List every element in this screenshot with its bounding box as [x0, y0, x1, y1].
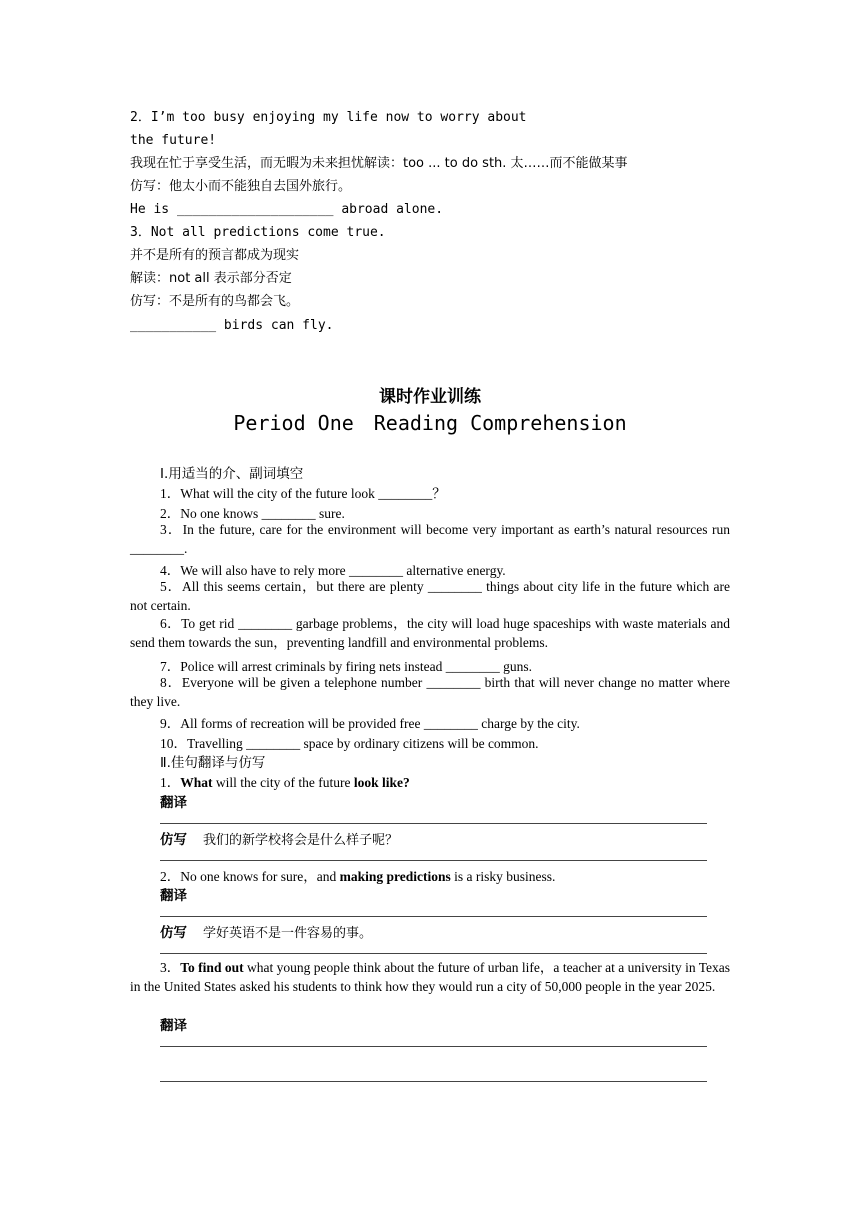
section-2-heading: Ⅱ.佳句翻译与仿写: [160, 755, 266, 771]
exercise-item-8: 8．Everyone will be given a telephone number ________ birth that will never change no matter where they live.: [130, 675, 730, 709]
imitate-label-2: 仿写: [160, 925, 187, 941]
sentence-2-imitate-prompt: 仿写：他太小而不能独自去国外旅行。: [130, 179, 352, 194]
translate-sentence-2: 2．No one knows for sure，and making predictions is a risky business.: [160, 869, 556, 884]
translate-label-3: 翻译: [160, 1018, 187, 1034]
imitate-label-1: 仿写: [160, 832, 187, 848]
exercise-item-9: 9．All forms of recreation will be provided free ________ charge by the city.: [160, 716, 580, 731]
sentence-2-english-line1: 2．I’m too busy enjoying my life now to worry about: [130, 110, 527, 125]
answer-line: [160, 916, 707, 917]
sentence-3-imitate-blank: ___________ birds can fly.: [130, 318, 334, 333]
exercise-item-10: 10．Travelling ________ space by ordinary citizens will be common.: [160, 736, 539, 751]
imitate-prompt-2: 学好英语不是一件容易的事。: [203, 926, 373, 941]
answer-line: [160, 823, 707, 824]
translate-label-1: 翻译: [160, 795, 187, 811]
sentence-3-imitate-prompt: 仿写：不是所有的鸟都会飞。: [130, 294, 300, 309]
period-title: Period One Reading Comprehension: [233, 411, 627, 435]
exercise-item-7: 7．Police will arrest criminals by firing nets instead ________ guns.: [160, 659, 532, 674]
sentence-3-explanation: 解读：not all 表示部分否定: [130, 271, 292, 286]
translate-sentence-3: 3．To find out what young people think about the future of urban life，a teacher at a university in Texas in the United States asked his students to think how they would run a city of 50,000 people in the year 2025.: [130, 960, 731, 994]
exercise-item-3: 3．In the future, care for the environment will become very important as earth’s natural resources run ________.: [130, 522, 730, 556]
exercise-item-6: 6．To get rid ________ garbage problems，the city will load huge spaceships with waste materials and send them towards the sun，preventing landfill and environmental problems.: [130, 616, 730, 650]
sentence-2-imitate-blank: He is ____________________ abroad alone.: [130, 202, 444, 217]
imitate-row-2: [160, 921, 372, 942]
exercise-item-4: 4．We will also have to rely more ________ alternative energy.: [160, 563, 506, 578]
imitate-prompt-1: 我们的新学校将会是什么样子呢？: [203, 833, 399, 848]
translate-label-2: 翻译: [160, 888, 187, 904]
sentence-3-translation: 并不是所有的预言都成为现实: [130, 248, 300, 263]
answer-line: [160, 1046, 707, 1047]
sentence-2-english-line2: the future!: [130, 133, 217, 148]
exercise-item-1: 1．What will the city of the future look ________？: [160, 486, 446, 501]
exercise-item-5: 5．All this seems certain，but there are plenty ________ things about city life in the future which are not certain.: [130, 579, 730, 613]
homework-title: 课时作业训练: [379, 387, 481, 407]
translate-sentence-1: 1．What will the city of the future look like?: [160, 775, 410, 790]
sentence-2-explanation: 我现在忙于享受生活，而无暇为未来担忧解读：too ... to do sth. 太……而不能做某事: [130, 156, 628, 171]
answer-line: [160, 953, 707, 954]
exercise-item-2: 2．No one knows ________ sure.: [160, 506, 345, 521]
answer-line: [160, 860, 707, 861]
answer-line: [160, 1081, 707, 1082]
imitate-row-1: [160, 828, 398, 849]
sentence-3-english: 3．Not all predictions come true.: [130, 225, 386, 240]
section-1-heading: Ⅰ.用适当的介、副词填空: [160, 466, 304, 482]
